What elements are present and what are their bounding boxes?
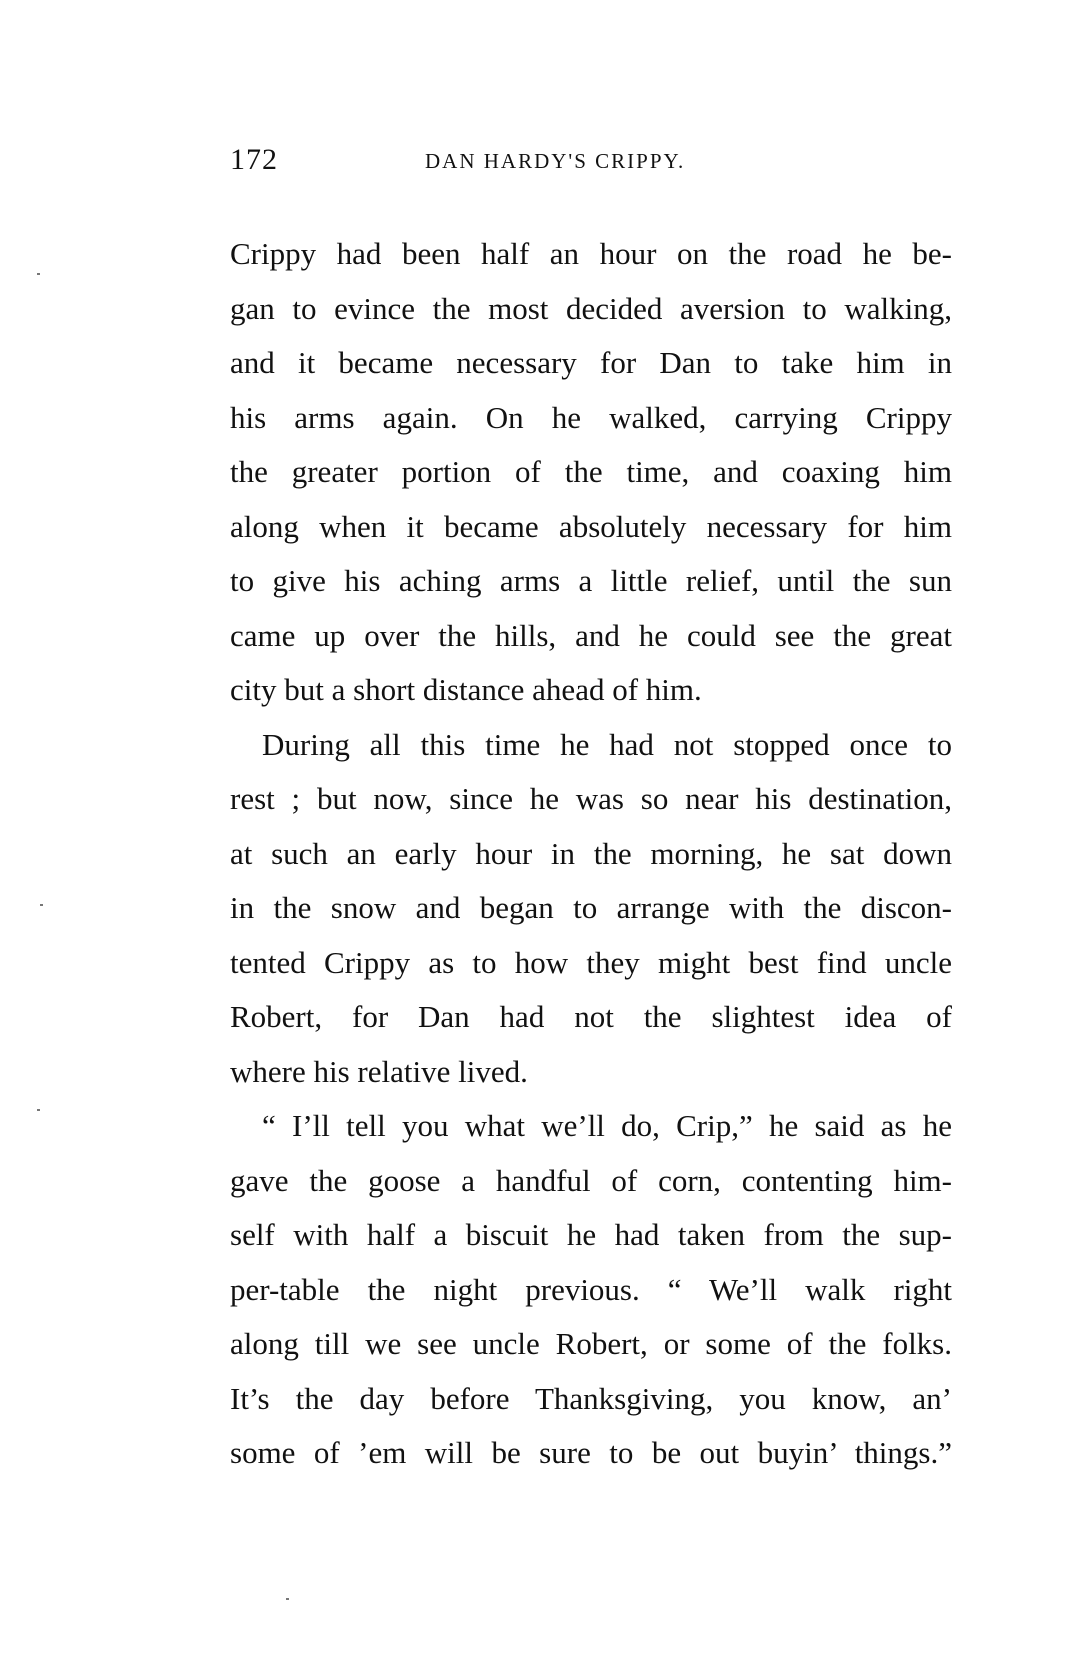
text-line: tented Crippy as to how they might best find uncle	[230, 944, 952, 980]
running-title: DAN HARDY'S CRIPPY.	[425, 149, 686, 173]
text-line: came up over the hills, and he could see the great	[230, 617, 952, 653]
text-line: in the snow and began to arrange with the discon-	[230, 890, 952, 925]
text-line: gan to evince the most decided aversion to walking,	[230, 290, 952, 326]
text-line: along when it became absolutely necessary for him	[230, 508, 952, 544]
text-line: to give his aching arms a little relief, until the sun	[230, 563, 952, 598]
paragraph-1	[230, 227, 952, 718]
running-head	[230, 143, 950, 183]
text-line: It’s the day before Thanksgiving, you know, an’	[230, 1380, 952, 1416]
paragraph-2	[230, 718, 952, 1100]
text-line: some of ’em will be sure to be out buyin’ things.”	[230, 1435, 952, 1470]
text-line: at such an early hour in the morning, he sat down	[230, 835, 952, 871]
text-line: and it became necessary for Dan to take him in	[230, 345, 952, 380]
margin-speck	[37, 1109, 40, 1111]
text-line: Crippy had been half an hour on the road he be-	[230, 236, 952, 271]
text-line: per-table the night previous. “ We’ll walk right	[230, 1271, 952, 1307]
page-number: 172	[230, 143, 278, 176]
text-line: “ I’ll tell you what we’ll do, Crip,” he said as he	[262, 1108, 952, 1143]
margin-speck	[286, 1598, 289, 1600]
text-line: the greater portion of the time, and coaxing him	[230, 454, 952, 489]
text-line: gave the goose a handful of corn, contenting him-	[230, 1162, 952, 1198]
margin-speck	[40, 904, 43, 906]
margin-speck	[37, 273, 40, 275]
text-line: During all this time he had not stopped once to	[262, 726, 952, 762]
text-line: along till we see uncle Robert, or some of the folks.	[230, 1326, 952, 1361]
text-line: his arms again. On he walked, carrying Crippy	[230, 399, 952, 435]
text-line: city but a short distance ahead of him.	[230, 672, 702, 707]
paragraph-3	[230, 1099, 952, 1481]
text-line: Robert, for Dan had not the slightest idea of	[230, 999, 952, 1034]
text-line: self with half a biscuit he had taken from the sup-	[230, 1217, 952, 1252]
text-line: rest ; but now, since he was so near his destination,	[230, 781, 952, 816]
text-line: where his relative lived.	[230, 1053, 528, 1089]
body-text	[230, 227, 952, 1481]
